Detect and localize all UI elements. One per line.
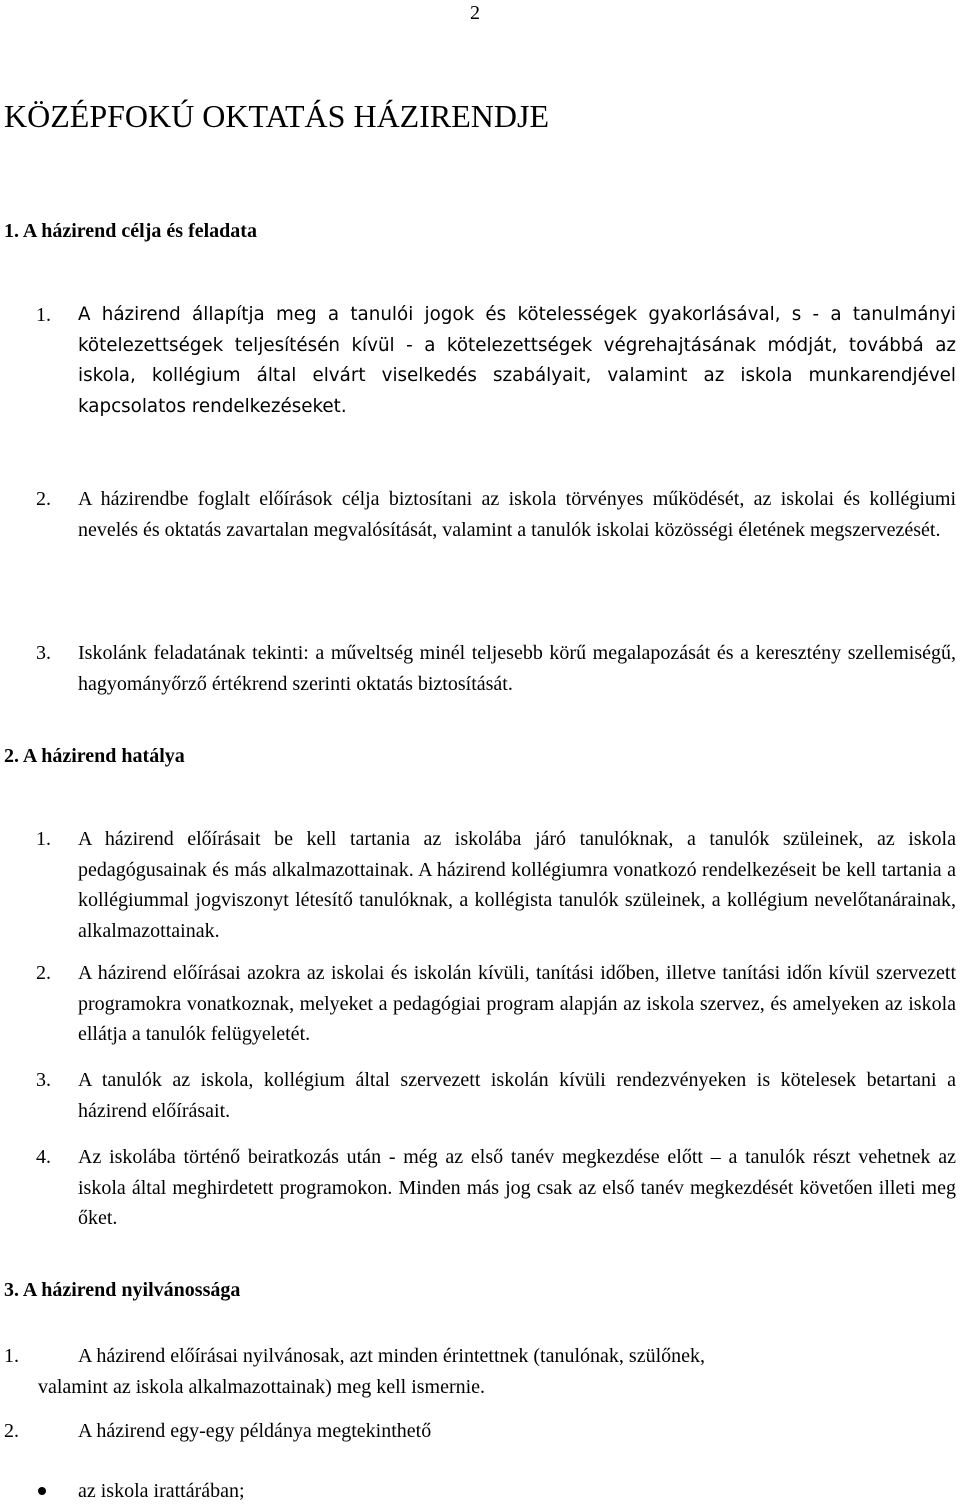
page-number: 2 — [470, 2, 480, 24]
paragraph-2-3 — [4, 1065, 956, 1126]
paragraph-number: 3. — [36, 1069, 51, 1091]
paragraph-number: 1. — [36, 304, 51, 326]
paragraph-number: 2. — [4, 1420, 19, 1442]
bullet-icon — [38, 1487, 46, 1495]
section-heading-1: 1. A házirend célja és feladata — [4, 220, 257, 242]
paragraph-1-3 — [4, 638, 956, 699]
paragraph-number: 4. — [36, 1146, 51, 1168]
paragraph-text: A házirendbe foglalt előírások célja biztosítani az iskola törvényes működését, az iskolai és kollégiumi nevelés és oktatás zavartalan megvalósítását, valamint a tanulók iskolai közösségi életének megszervezését. — [78, 488, 956, 541]
paragraph-number: 1. — [4, 1345, 19, 1367]
paragraph-3-2 — [4, 1416, 956, 1447]
paragraph-2-2 — [4, 958, 956, 1050]
paragraph-text: A házirend állapítja meg a tanulói jogok és kötelességek gyakorlásával, s - a tanulmányi kötelezettségek teljesítésén kívül - a kötelezettségek végrehajtásának módját, továbbá az iskola, kollégium által elvárt viselkedés szabályait, valamint az iskola munkarendjével kapcsolatos rendelkezéseket. — [78, 304, 956, 417]
paragraph-text: Iskolánk feladatának tekinti: a műveltség minél teljesebb körű megalapozását és a keresztény szellemiségű, hagyományőrző értékrend szerinti oktatás biztosítását. — [78, 642, 956, 695]
paragraph-text-continuation: valamint az iskola alkalmazottainak) meg kell ismernie. — [38, 1375, 486, 1398]
paragraph-1-2 — [4, 484, 956, 545]
paragraph-2-4 — [4, 1142, 956, 1234]
paragraph-1-1 — [4, 300, 956, 422]
section-heading-2: 2. A házirend hatálya — [4, 745, 185, 767]
paragraph-text: A házirend előírásai azokra az iskolai és iskolán kívüli, tanítási időben, illetve tanítási időn kívül szervezett programokra vonatkoznak, melyeket a pedagógiai program alapján az iskola szervez, és amelyeken az iskola ellátja a tanulók felügyeletét. — [78, 962, 956, 1045]
document-title: KÖZÉPFOKÚ OKTATÁS HÁZIRENDJE — [4, 98, 549, 134]
paragraph-2-1 — [4, 824, 956, 946]
paragraph-number: 2. — [36, 488, 51, 510]
paragraph-text: A tanulók az iskola, kollégium által szervezett iskolán kívüli rendezvényeken is kötelesek betartani a házirend előírásait. — [78, 1069, 956, 1122]
paragraph-number: 2. — [36, 962, 51, 984]
paragraph-text: Az iskolába történő beiratkozás után - még az első tanév megkezdése előtt – a tanulók részt vehetnek az iskola által meghirdetett programokon. Minden más jog csak az első tanév megkezdését követően illeti meg őket. — [78, 1146, 956, 1229]
paragraph-number: 1. — [36, 828, 51, 850]
section-heading-3: 3. A házirend nyilvánossága — [4, 1279, 241, 1301]
paragraph-text: A házirend előírásai nyilvánosak, azt minden érintettnek (tanulónak, szülőnek, — [78, 1345, 706, 1367]
paragraph-text: A házirend egy-egy példánya megtekinthető — [78, 1420, 432, 1442]
bullet-text: az iskola irattárában; — [78, 1480, 245, 1502]
paragraph-number: 3. — [36, 642, 51, 664]
paragraph-3-1 — [4, 1341, 956, 1402]
paragraph-text: A házirend előírásait be kell tartania az iskolába járó tanulóknak, a tanulók szüleinek, az iskola pedagógusainak és más alkalmazottainak. A házirend kollégiumra vonatkozó rendelkezéseit be kell tartania a kollégiummal jogviszonyt létesítő tanulóknak, a kollégista tanulók szüleinek, a kollégium nevelőtanárainak, alkalmazottainak. — [78, 828, 956, 942]
